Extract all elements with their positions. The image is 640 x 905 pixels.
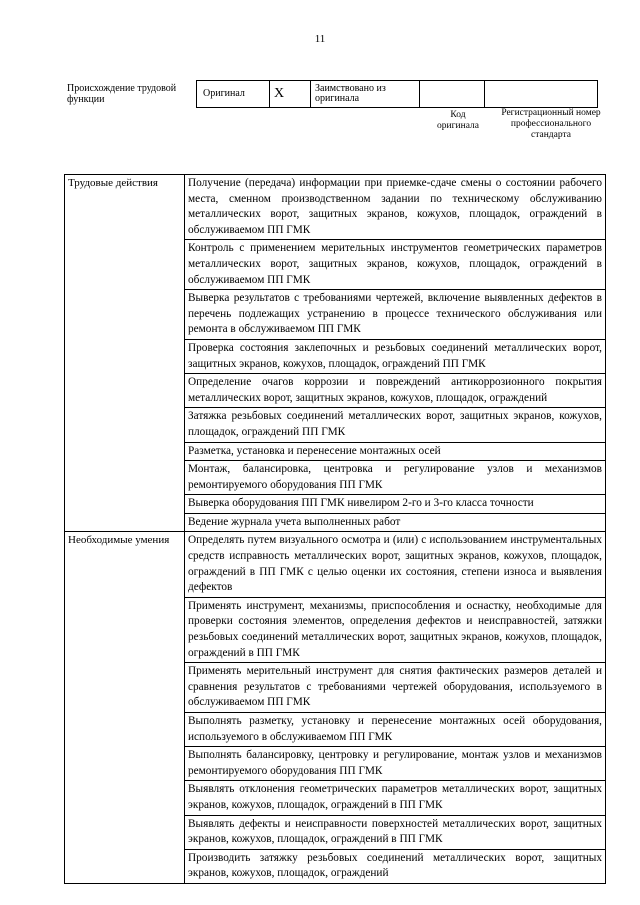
labor-action-item: Выверка оборудования ПП ГМК нивелиром 2-го и 3-го класса точности (185, 495, 606, 514)
skill-item: Выполнять балансировку, центровку и регулирование, монтаж узлов и механизмов ремонтируемого оборудования ПП ГМК (185, 747, 606, 781)
skill-item: Применять инструмент, механизмы, приспособления и оснастку, необходимые для проверки состояния элементов, определения дефектов и неисправностей, затяжки резьбовых соединений металлических ворот, защитных экранов, кожухов, площадок, ограждений в ПП ГМК (185, 597, 606, 662)
skill-item: Выявлять отклонения геометрических параметров металлических ворот, защитных экранов, кожухов, площадок, ограждений в ПП ГМК (185, 781, 606, 815)
skill-item: Определять путем визуального осмотра и (или) с использованием инструментальных средств исправность металлических ворот, защитных экранов, кожухов, площадок, ограждений в ПП ГМК с целью оценки их состояния, степени износа и выявления дефектов (185, 532, 606, 597)
labor-action-row (65, 175, 606, 240)
page-number: 11 (314, 33, 326, 45)
reg-number-cell (485, 81, 598, 108)
original-cell: Оригинал (197, 81, 270, 108)
skill-section-header: Необходимые умения (65, 532, 185, 883)
borrowed-cell: Заимствовано из оригинала (311, 81, 420, 108)
skill-item: Выявлять дефекты и неисправности поверхностей металлических ворот, защитных экранов, кожухов, площадок, ограждений в ПП ГМК (185, 815, 606, 849)
code-cell (420, 81, 485, 108)
labor-action-item: Определение очагов коррозии и повреждений антикоррозионного покрытия металлических ворот, защитных экранов, кожухов, площадок, ограждений (185, 374, 606, 408)
origin-table (196, 80, 598, 108)
skill-item: Выполнять разметку, установку и перенесение монтажных осей оборудования, используемого в обслуживаемом ПП ГМК (185, 713, 606, 747)
labor-action-item: Затяжка резьбовых соединений металлических ворот, защитных экранов, кожухов, площадок, ограждений ПП ГМК (185, 408, 606, 442)
origin-label: Происхождение трудовой функции (67, 83, 177, 105)
labor-action-item: Получение (передача) информации при приемке-сдаче смены о состоянии рабочего места, сменном производственном задании по техническому обслуживанию металлических ворот, защитных экранов, кожухов, площадок, ограждений в обслуживаемом ПП ГМК (185, 175, 606, 240)
skill-row (65, 532, 606, 597)
code-original-caption: Код оригинала (437, 110, 479, 131)
labor-action-item: Проверка состояния заклепочных и резьбовых соединений металлических ворот, защитных экранов, кожухов, площадок, ограждений ПП ГМК (185, 339, 606, 373)
labor-action-item: Разметка, установка и перенесение монтажных осей (185, 442, 606, 461)
skill-item: Применять мерительный инструмент для снятия фактических размеров деталей и сравнения результатов с требованиями чертежей оборудования, используемого в обслуживаемом ПП ГМК (185, 663, 606, 713)
function-table (64, 174, 606, 884)
labor-action-item: Контроль с применением мерительных инструментов геометрических параметров металлических ворот, защитных экранов, кожухов, площадок, ограждений в обслуживаемом ПП ГМК (185, 240, 606, 290)
original-mark: X (270, 81, 311, 108)
labor-action-item: Ведение журнала учета выполненных работ (185, 513, 606, 532)
labor-action-item: Выверка результатов с требованиями чертежей, включение выявленных дефектов в перечень подлежащих устранению в процессе технического обслуживания или ремонта в обслуживаемом ПП ГМК (185, 290, 606, 340)
skill-item: Производить затяжку резьбовых соединений металлических ворот, защитных экранов, кожухов, площадок, ограждений (185, 849, 606, 883)
labor-action-item: Монтаж, балансировка, центровка и регулирование узлов и механизмов ремонтируемого оборудования ПП ГМК (185, 461, 606, 495)
labor-action-section-header: Трудовые действия (65, 175, 185, 532)
reg-number-caption: Регистрационный номер профессионального стандарта (501, 108, 601, 140)
